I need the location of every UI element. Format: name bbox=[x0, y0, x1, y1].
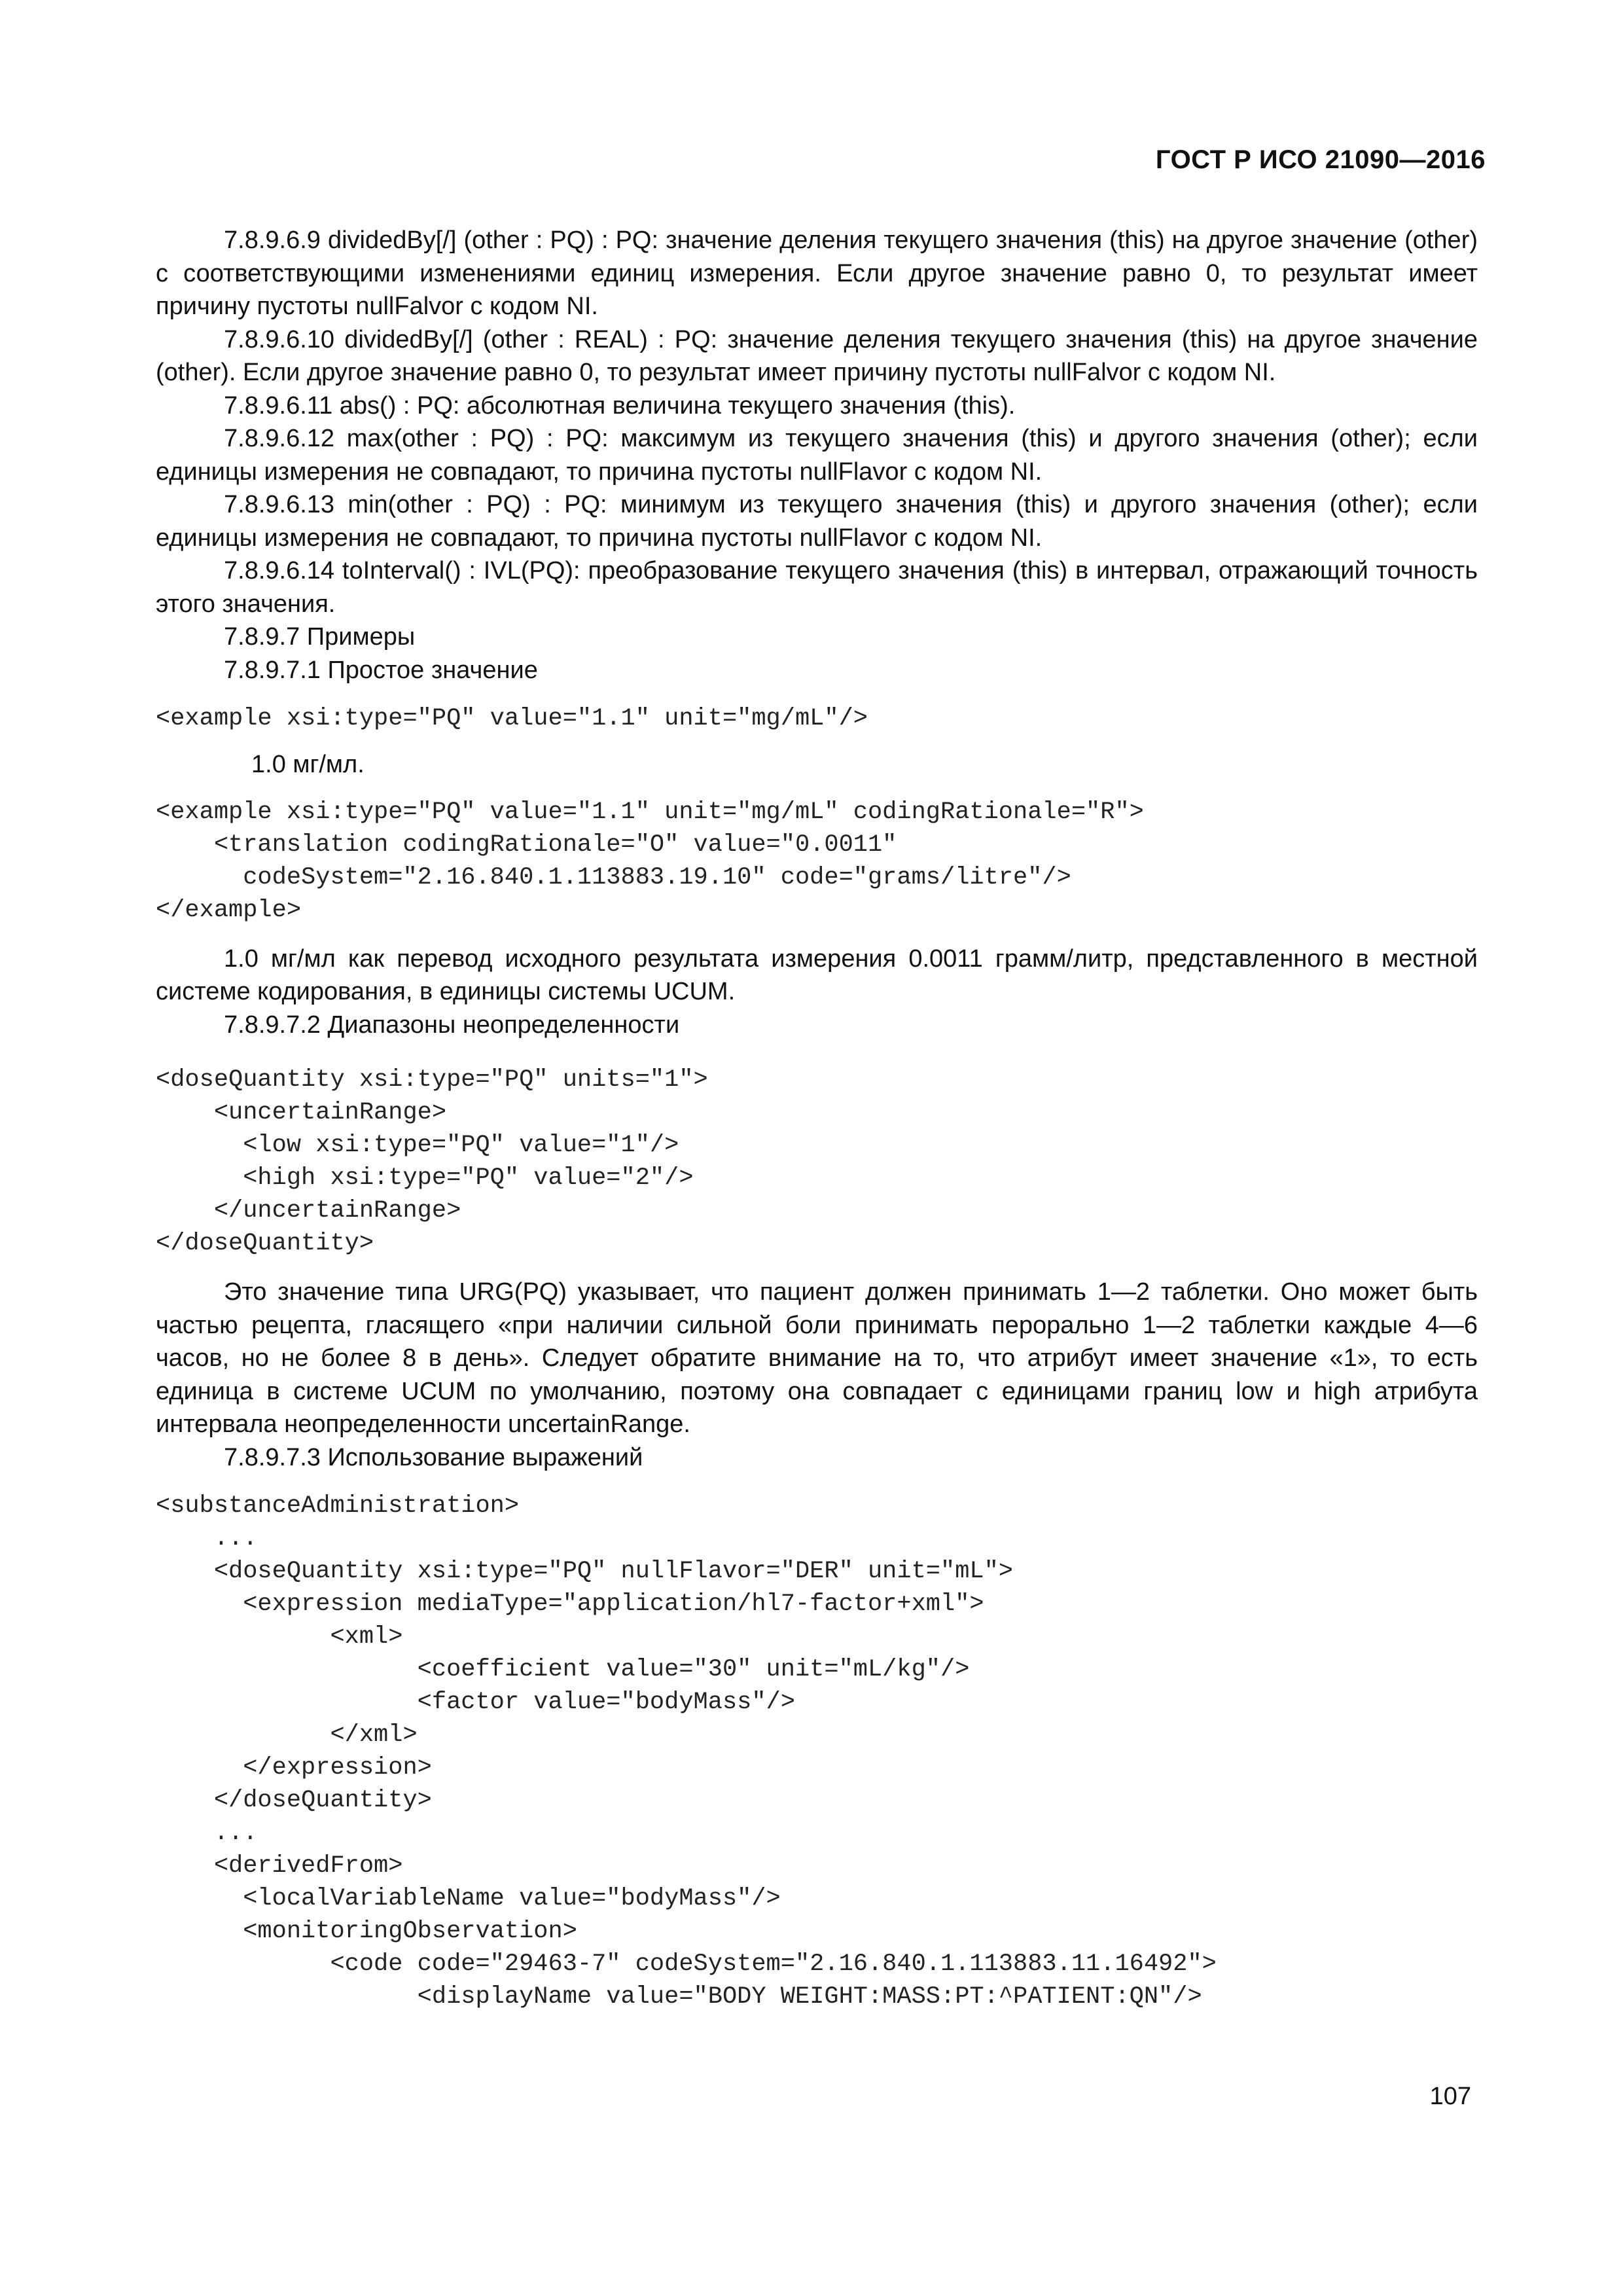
code-line: </example> bbox=[156, 896, 302, 924]
paragraph-max: 7.8.9.6.12 max(other : PQ) : PQ: максимум из текущего значения (this) и другого значения (other); если единицы измерения не совпадают, то причина пустоты nullFlavor с кодом NI. bbox=[156, 425, 1478, 486]
code-line: codeSystem="2.16.840.1.113883.19.10" code="grams/litre"/> bbox=[156, 863, 1071, 891]
code-line: <example xsi:type="PQ" value="1.1" unit="mg/mL"/> bbox=[156, 705, 868, 732]
code-line: <localVariableName value="bodyMass"/> bbox=[156, 1885, 781, 1912]
code-line: <derivedFrom> bbox=[156, 1852, 403, 1880]
code-line: <uncertainRange> bbox=[156, 1099, 447, 1126]
paragraph-translation: 1.0 мг/мл как перевод исходного результата измерения 0.0011 грамм/литр, представленного в местной системе кодирования, в единицы системы UCUM. bbox=[156, 944, 1478, 1005]
paragraph-tointerval: 7.8.9.6.14 toInterval() : IVL(PQ): преобразование текущего значения (this) в интервал, отражающий точность этого значения. bbox=[156, 557, 1478, 618]
code-line: <displayName value="BODY WEIGHT:MASS:PT:^PATIENT:QN"/> bbox=[156, 1983, 1202, 2011]
code-line: </xml> bbox=[156, 1721, 418, 1749]
paragraph-dividedby-pq: 7.8.9.6.9 dividedBy[/] (other : PQ) : PQ: значение деления текущего значения (this) на другое значение (other) с соответствующими изменениями единиц измерения. Если другое значение равно 0, то результат имеет причину пустоты nullFalvor с кодом NI. bbox=[156, 226, 1478, 320]
code-line: <factor value="bodyMass"/> bbox=[156, 1689, 795, 1716]
code-line: <xml> bbox=[156, 1623, 403, 1651]
code-block-expressions bbox=[156, 1490, 1478, 2013]
heading-expressions: 7.8.9.7.3 Использование выражений bbox=[224, 1443, 643, 1471]
code-line: <doseQuantity xsi:type="PQ" nullFlavor="DER" unit="mL"> bbox=[156, 1558, 1014, 1585]
page-header: ГОСТ Р ИСО 21090—2016 bbox=[1155, 145, 1486, 174]
caption-simple: 1.0 мг/мл. bbox=[251, 751, 365, 778]
paragraph-urg-explanation: Это значение типа URG(PQ) указывает, что пациент должен принимать 1—2 таблетки. Оно может быть частью рецепта, гласящего «при наличии сильной боли принимать перорально 1—2 таблетки каждые 4—6 часов, но не более 8 в день». Следует обратите внимание на то, что атрибут имеет значение «1», то есть единица в системе UCUM по умолчанию, поэтому она совпадает с единицами границ low и high атрибута интервала неопределенности uncertainRange. bbox=[156, 1278, 1478, 1438]
code-line: <expression mediaType="application/hl7-factor+xml"> bbox=[156, 1590, 984, 1618]
heading-simple-value: 7.8.9.7.1 Простое значение bbox=[224, 656, 538, 684]
heading-examples: 7.8.9.7 Примеры bbox=[224, 623, 416, 651]
code-line: <low xsi:type="PQ" value="1"/> bbox=[156, 1132, 679, 1159]
code-line: <coefficient value="30" unit="mL/kg"/> bbox=[156, 1656, 970, 1683]
page-content bbox=[156, 224, 1478, 2013]
code-line: </uncertainRange> bbox=[156, 1197, 461, 1225]
code-line: </expression> bbox=[156, 1754, 432, 1782]
code-line: <translation codingRationale="O" value="0.0011" bbox=[156, 831, 897, 859]
code-line: ... bbox=[156, 1820, 258, 1847]
code-block-translation bbox=[156, 796, 1478, 927]
code-line: ... bbox=[156, 1525, 258, 1552]
code-line: </doseQuantity> bbox=[156, 1230, 374, 1257]
heading-uncertainty-ranges: 7.8.9.7.2 Диапазоны неопределенности bbox=[224, 1011, 680, 1039]
code-line: <example xsi:type="PQ" value="1.1" unit="mg/mL" codingRationale="R"> bbox=[156, 798, 1144, 826]
code-line: </doseQuantity> bbox=[156, 1787, 432, 1814]
code-line: <doseQuantity xsi:type="PQ" units="1"> bbox=[156, 1066, 708, 1094]
code-line: <high xsi:type="PQ" value="2"/> bbox=[156, 1164, 694, 1192]
code-line: <monitoringObservation> bbox=[156, 1918, 577, 1945]
paragraph-abs: 7.8.9.6.11 abs() : PQ: абсолютная величина текущего значения (this). bbox=[224, 391, 1016, 420]
paragraph-min: 7.8.9.6.13 min(other : PQ) : PQ: минимум из текущего значения (this) и другого значения (other); если единицы измерения не совпадают, то причина пустоты nullFlavor с кодом NI. bbox=[156, 491, 1478, 552]
code-block-simple bbox=[156, 702, 1478, 735]
page-number: 107 bbox=[1429, 2083, 1471, 2110]
paragraph-dividedby-real: 7.8.9.6.10 dividedBy[/] (other : REAL) : PQ: значение деления текущего значения (this) на другое значение (other). Если другое значение равно 0, то результат имеет причину пустоты nullFalvor с кодом NI. bbox=[156, 325, 1478, 386]
code-block-uncertain-range bbox=[156, 1064, 1478, 1260]
code-line: <code code="29463-7" codeSystem="2.16.840.1.113883.11.16492"> bbox=[156, 1950, 1217, 1978]
code-line: <substanceAdministration> bbox=[156, 1492, 520, 1520]
